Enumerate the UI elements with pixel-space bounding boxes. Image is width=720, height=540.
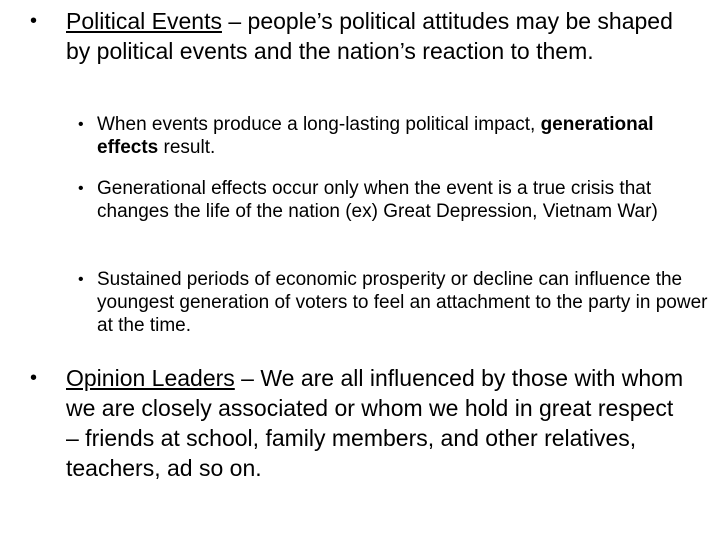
subbullet-text: Generational effects occur only when the event is a true crisis that changes the life of the nation (ex) Great Depression, Vietnam War) bbox=[97, 178, 658, 222]
bullet-opinion-leaders bbox=[30, 363, 690, 483]
subbullet-generational-effects bbox=[78, 113, 708, 159]
term-opinion-leaders: Opinion Leaders bbox=[66, 365, 235, 391]
subbullet-true-crisis bbox=[78, 177, 708, 223]
bullet-body: – We are all influenced by those with whom we are closely associated or whom we hold in great respect – friends at school, family members, and other relatives, teachers, ad so on. bbox=[66, 365, 684, 481]
term-generational-effects: generational effects bbox=[97, 114, 654, 158]
subbullet-marker: • bbox=[78, 116, 84, 133]
bullet-text bbox=[66, 363, 690, 483]
term-political-events: Political Events bbox=[66, 8, 222, 34]
subbullet-text bbox=[97, 113, 708, 159]
subbullet-marker: • bbox=[78, 271, 84, 288]
subbullet-text-after: result. bbox=[158, 137, 216, 158]
bullet-marker: • bbox=[30, 10, 38, 32]
subbullet-economic-prosperity bbox=[78, 268, 708, 337]
bullet-marker: • bbox=[30, 367, 38, 389]
subbullet-marker: • bbox=[78, 180, 84, 197]
bullet-body: – people’s political attitudes may be shaped by political events and the nation’s reaction to them. bbox=[66, 8, 673, 64]
subbullet-text: Sustained periods of economic prosperity or decline can influence the youngest generation of voters to feel an attachment to the party in power at the time. bbox=[97, 269, 708, 336]
bullet-political-events bbox=[30, 6, 690, 66]
subbullet-text-before: When events produce a long-lasting political impact, bbox=[97, 114, 541, 135]
bullet-text bbox=[66, 6, 690, 66]
